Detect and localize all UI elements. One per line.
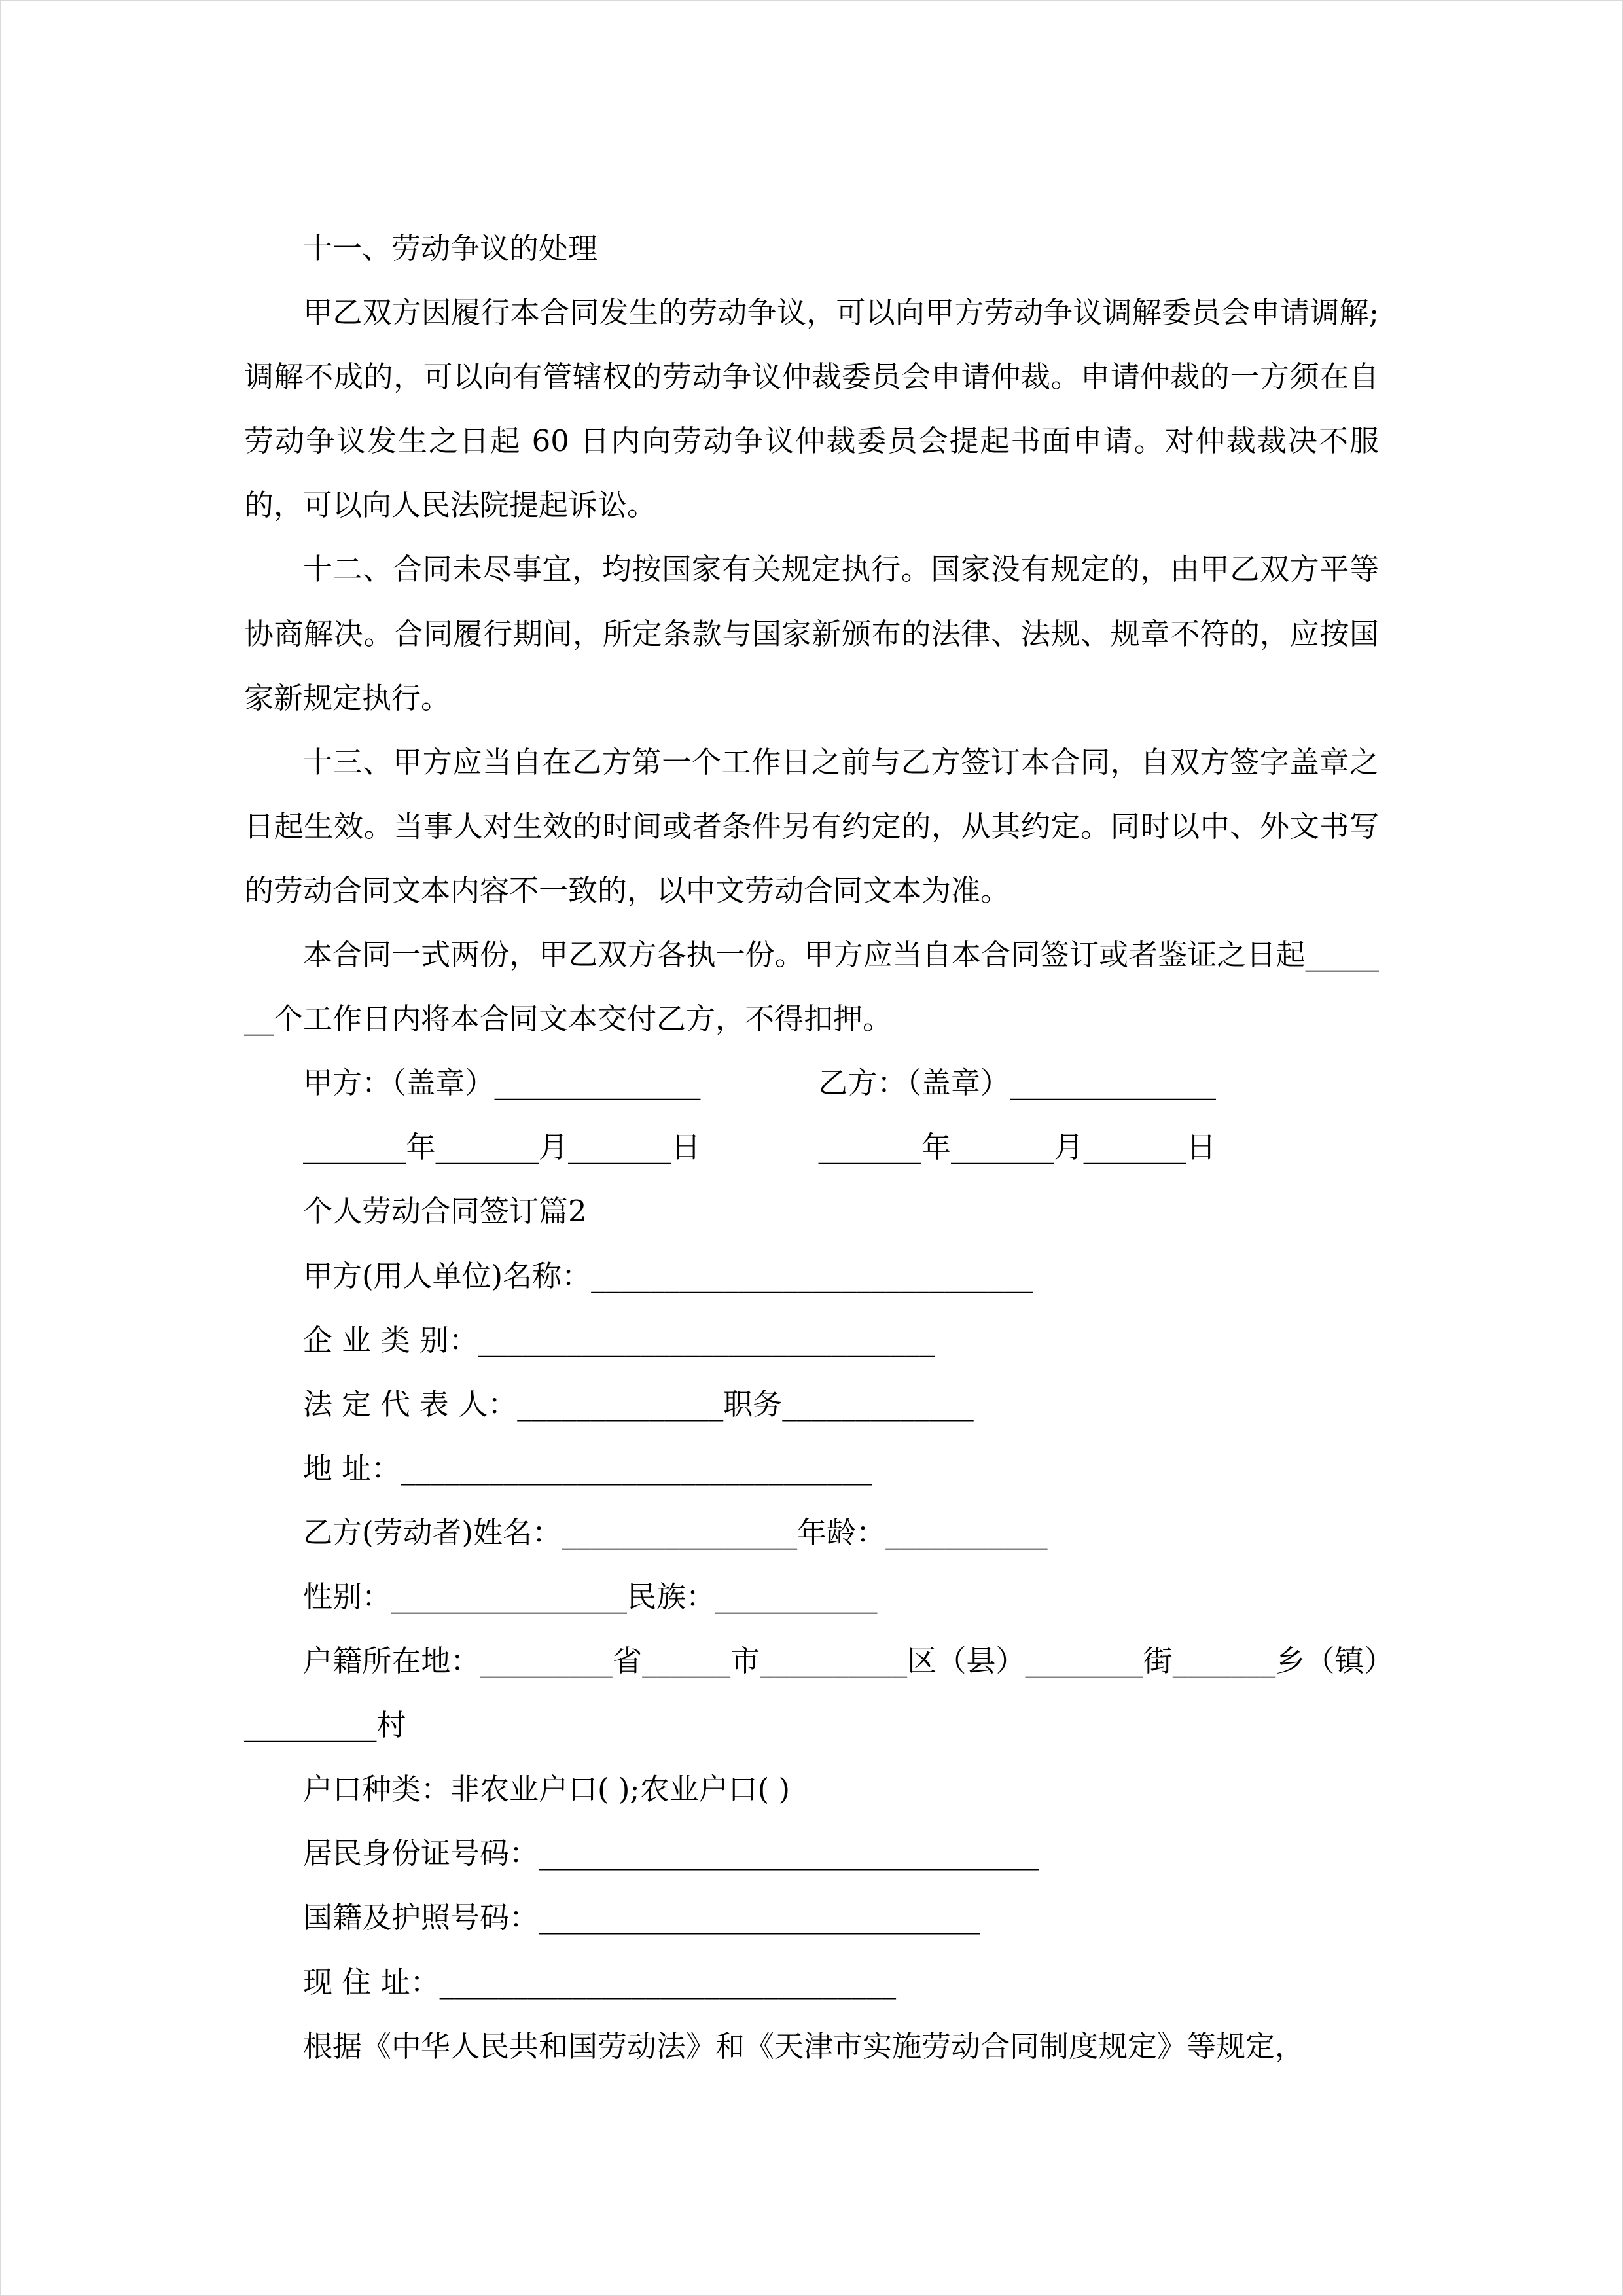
- field-legal-representative: 法 定 代 表 人：______________职务_____________: [303, 1386, 974, 1422]
- field-id-number: 居民身份证号码：__________________________________: [303, 1836, 1040, 1871]
- clause-13: 十三、甲方应当自在乙方第一个工作日之前与乙方签订本合同，自双方签字盖章之日起生效。当事人对生效的时间或者条件另有约定的，从其约定。同时以中、外文书写的劳动合同文本内容不一致的，以中文劳动合同文本为准。: [244, 744, 1379, 908]
- field-address: 地 址：________________________________: [303, 1450, 872, 1486]
- field-employee-name-age: 乙方(劳动者)姓名：________________年龄：___________: [303, 1515, 1048, 1550]
- field-gender-ethnicity: 性别：________________民族：___________: [303, 1579, 878, 1614]
- field-current-address: 现 住 址：_______________________________: [303, 1964, 897, 2000]
- basis-clause: 根据《中华人民共和国劳动法》和《天津市实施劳动合同制度规定》等规定，: [303, 2028, 1305, 2064]
- field-passport-number: 国籍及护照号码：______________________________: [303, 1900, 981, 1935]
- part2-heading: 个人劳动合同签订篇2: [303, 1194, 587, 1229]
- field-enterprise-type: 企 业 类 别：_______________________________: [303, 1322, 935, 1357]
- clause-11-body: 甲乙双方因履行本合同发生的劳动争议，可以向甲方劳动争议调解委员会申请调解;调解不成的，可以向有管辖权的劳动争议仲裁委员会申请仲裁。申请仲裁的一方须在自劳动争议发生之日起 60 日内向劳动争议仲裁委员会提起书面申请。对仲裁裁决不服的，可以向人民法院提起诉讼。: [244, 295, 1379, 523]
- field-household-type: 户口种类：非农业户口( );农业户口( ): [303, 1772, 790, 1807]
- signature-line: 甲方：（盖章）______________ 乙方：（盖章）______________: [303, 1066, 1217, 1101]
- field-employer-name: 甲方(用人单位)名称：______________________________: [303, 1258, 1033, 1293]
- date-line: _______年_______月_______日 _______年_______月_______日: [303, 1130, 1217, 1165]
- clause-11-heading: 十一、劳动争议的处理: [303, 231, 598, 266]
- copies-clause: 本合同一式两份，甲乙双方各执一份。甲方应当自本合同签订或者鉴证之日起_______个工作日内将本合同文本交付乙方，不得扣押。: [244, 937, 1379, 1037]
- clause-12: 十二、合同未尽事宜，均按国家有关规定执行。国家没有规定的，由甲乙双方平等协商解决。合同履行期间，所定条款与国家新颁布的法律、法规、规章不符的，应按国家新规定执行。: [244, 552, 1379, 715]
- field-household-registration: 户籍所在地：_________省______市__________区（县）________街_______乡（镇）_________村: [244, 1643, 1379, 1743]
